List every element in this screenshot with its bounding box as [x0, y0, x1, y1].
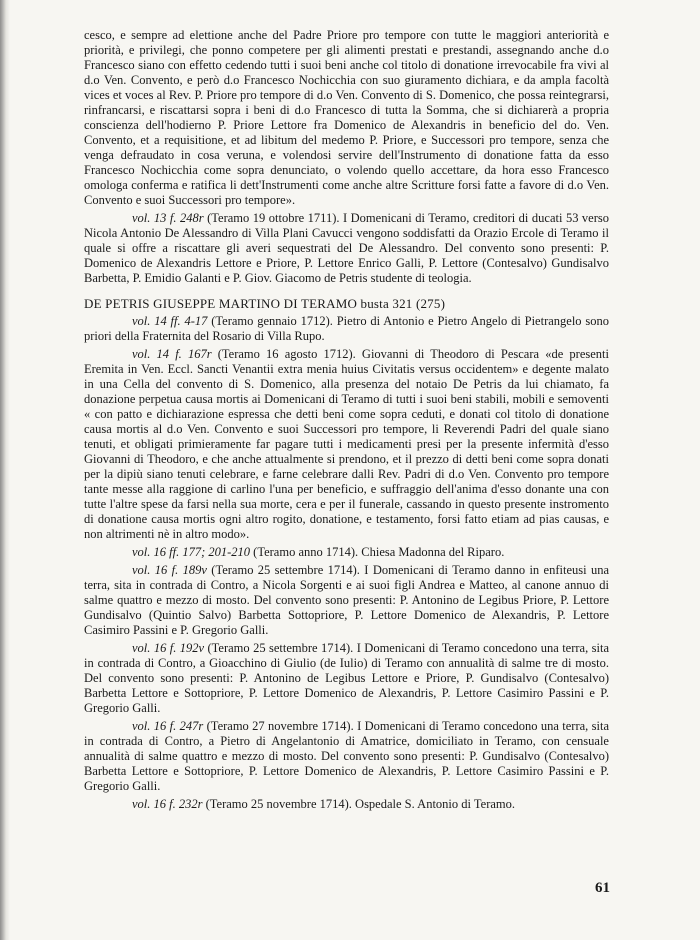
paragraph-text: cesco, e sempre ad elettione anche del Padre Priore pro tempore con tutte le maggiori anteriorità e priorità, e privilegi, che ponno competere per gli alimenti prestati e prestandi, assegnando anche d.o Francesco siano con effetto cedendo tutti i suoi beni anche col titolo di donatione irrevocabile fra vivi al d.o Ven. Convento, e però d.o Francesco Nochicchia con suo giuramento dichiara, e da ampla facoltà vices et voces al Rev. P. Priore pro tempore di d.o Ven. Convento di S. Domenico, che possa reintegrarsi, rinfrancarsi, e riscattarsi sopra i beni di d.o Francesco di tutta la Somma, che si dichiarerà a propria conscienza dell'hodierno P. Priore Lettore fra Domenico de Alexandris in beneficio del do. Ven. Convento, et a requisitione, et ad libitum del medemo P. Priore, e Successori pro tempore, senza che venga defraudato in cosa veruna, e volendosi servire dell'Instrumento di donatione fatta da esso Francesco Nochicchia come sopra denunciato, o volendo quello accettare, da hora esso Francesco omologa conferma e ratifica li dett'Instrumenti come anche altre Scritture forsi fatte a favore di d.o Ven. Convento e suoi Successori pro tempore».: [84, 28, 609, 207]
entry-vol16-192v: [84, 641, 609, 716]
archive-reference: vol. 14 ff. 4-17: [132, 314, 208, 328]
page-number: 61: [595, 880, 610, 896]
archive-reference: vol. 16 f. 232r: [132, 797, 203, 811]
entry-vol16-189v: [84, 563, 609, 638]
document-page: [84, 28, 609, 812]
entry-vol13-248r: [84, 211, 609, 286]
entry-vol14-4-17: [84, 314, 609, 344]
archive-reference: vol. 16 f. 189v: [132, 563, 207, 577]
entry-text: (Teramo 16 agosto 1712). Giovanni di Theodoro di Pescara «de presenti Eremita in Ven. Eccl. Sancti Venantii extra menia huius Civitatis versus occidentem» e degente malato in una Cella del convento di S. Domenico, alla presenza del notaio De Petris da lui chiamato, fa donazione perpetua causa mortis ai Domenicani di Teramo di tutti i suoi beni stabili, mobili e semoventi « con patto e dichiarazione espressa che detti beni come sopra ceduti, e donati col titolo di donatione causa mortis al d.o Ven. Convento e suoi Successori pro tempore, li Reverendi Padri del quale siano tenuti, et obligati primieramente far pagare tutti i medicamenti presi per la presente infermità d'esso Giovanni di Theodoro, e che anche attualmente si prendono, et il prezzo di detti beni come sopra donati per la dipiù siano tenuti celebrare, e farne celebrare dalli Rev. Padri di d.o Ven. Convento pro tempore tante messe alla raggione di carlino l'una per beneficio, e suffraggio dell'anima d'esso donante una con tutte l'altre spese da farsi nella sua morte, cera e per il funerale, cassando in questo presente instromento di donatione causa mortis ogni altro rogito, donatione, e testamento, forsi fatto etiam ad pias causas, e non altrimenti nè in altro modo».: [84, 347, 609, 541]
entry-text: (Teramo 27 novembre 1714). I Domenicani di Teramo concedono una terra, sita in contrada di Contro, a Pietro di Angelantonio di Amatrice, domiciliato in Teramo, con censuale annualità di salme quattro e mezzo di mosto. Del convento sono presenti: P. Gundisalvo (Contesalvo) Barbetta Lettore e Sottopriore, P. Lettore Domenico de Alexandris, P. Lettore Casimiro Passini e P. Gregorio Galli.: [84, 719, 610, 793]
entry-text: (Teramo 25 novembre 1714). Ospedale S. Antonio di Teramo.: [205, 797, 516, 811]
entry-text: (Teramo 25 settembre 1714). I Domenicani di Teramo danno in enfiteusi una terra, sita in contrada di Contro, a Nicola Sorgenti e ai suoi figli Andrea e Matteo, al canone annuo di salme quattro e mezzo di mosto. Del convento sono presenti: P. Antonino de Legibus Priore, P. Lettore Gundisalvo (Quintio Salvo) Barbetta Sottopriore, P. Lettore Domenico de Alexandris, P. Lettore Casimiro Passini e P. Gregorio Galli.: [84, 563, 610, 637]
section-heading: DE PETRIS GIUSEPPE MARTINO DI TERAMO busta 321 (275): [84, 296, 446, 311]
book-spine-shadow: [0, 0, 10, 940]
archive-reference: vol. 14 f. 167r: [132, 347, 212, 361]
entry-text: (Teramo 19 ottobre 1711). I Domenicani di Teramo, creditori di ducati 53 verso Nicola Antonio De Alessandro di Villa Plani Cavucci vengono soddisfatti da Orazio Ercole di Teramo il quale si offre a riscattare gli averi sequestrati del De Alessandro. Del convento sono presenti: P. Domenico de Alexandris Lettore e Priore, P. Lettore Enrico Galli, P. Lettore (Contesalvo) Gundisalvo Barbetta, P. Emidio Galanti e P. Giov. Giacomo de Petris studente di teologia.: [84, 211, 610, 285]
entry-vol14-167r: [84, 347, 609, 542]
entry-text: (Teramo gennaio 1712). Pietro di Antonio e Pietro Angelo di Pietrangelo sono priori della Fraternita del Rosario di Villa Rupo.: [84, 314, 609, 343]
archive-reference: vol. 13 f. 248r: [132, 211, 204, 225]
paragraph-continuation: [84, 28, 609, 208]
entry-vol16-177: [84, 545, 609, 560]
archive-reference: vol. 16 ff. 177; 201-210: [132, 545, 251, 559]
entry-vol16-247r: [84, 719, 609, 794]
entry-vol16-232r: [84, 797, 609, 812]
archive-reference: vol. 16 f. 192v: [132, 641, 205, 655]
entry-text: (Teramo 25 settembre 1714). I Domenicani di Teramo concedono una terra, sita in contrada di Contro, a Gioacchino di Giulio (de Iulio) di Teramo con annualità di salme tre di mosto. Del convento sono presenti: P. Antonino de Legibus Lettore e Priore, P. Gundisalvo (Contesalvo) Barbetta Lettore e Sottopriore, P. Lettore Domenico de Alexandris, P. Lettore Casimiro Passini e P. Gregorio Galli.: [84, 641, 610, 715]
entry-text: (Teramo anno 1714). Chiesa Madonna del Riparo.: [253, 545, 505, 559]
archive-reference: vol. 16 f. 247r: [132, 719, 204, 733]
